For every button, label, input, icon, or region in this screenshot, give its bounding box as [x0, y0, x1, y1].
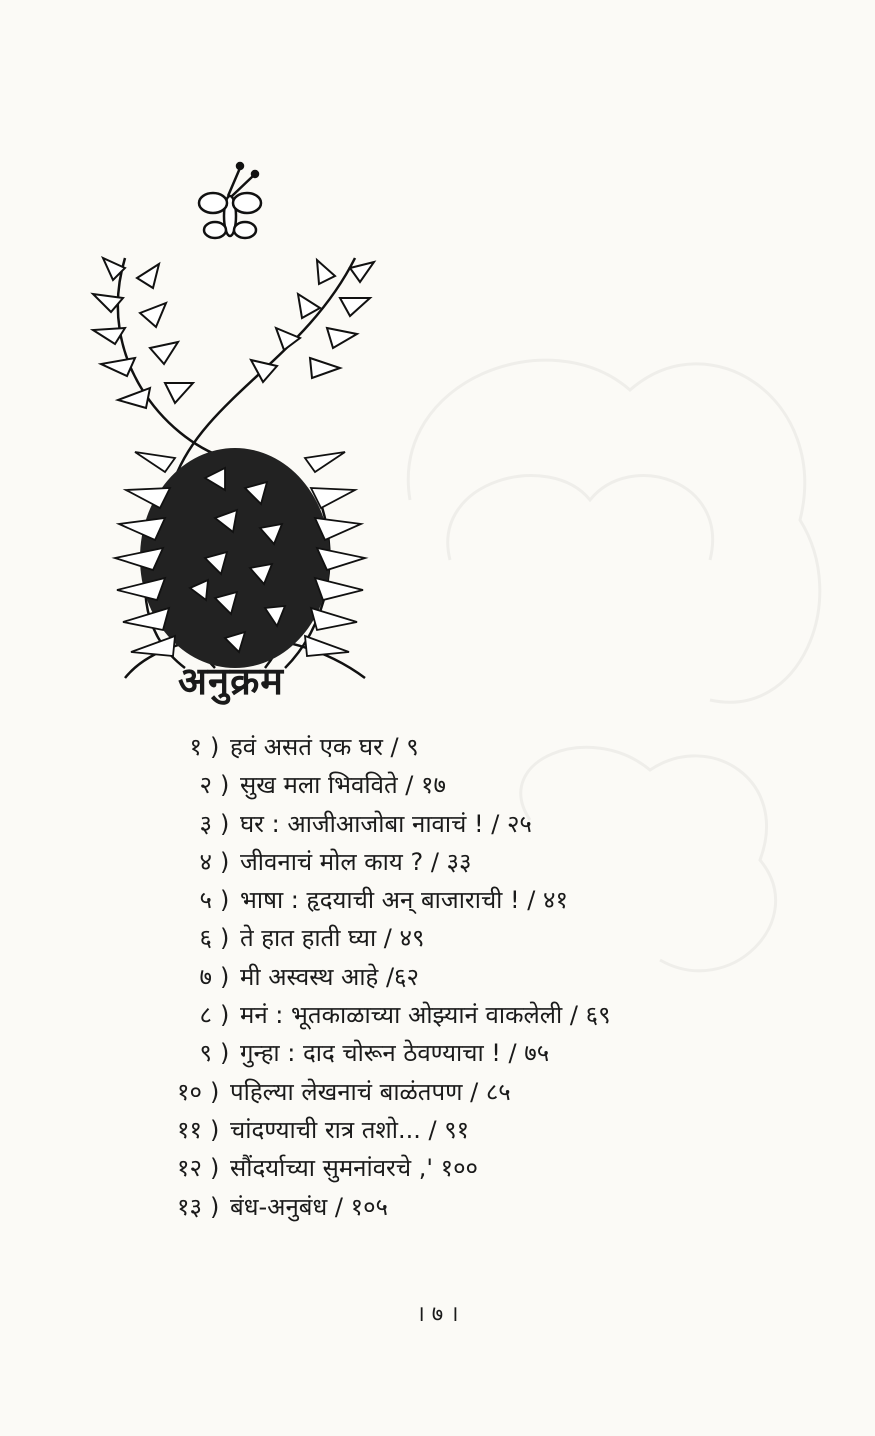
toc-item	[140, 728, 740, 766]
toc-item-page: ७५	[524, 1039, 550, 1068]
toc-item	[150, 881, 740, 919]
toc-item-paren: )	[220, 809, 230, 838]
toc-item-paren: )	[210, 733, 220, 761]
toc-item	[140, 1149, 740, 1187]
toc-item-page: ९१	[444, 1115, 470, 1144]
toc-item-page: ६२	[394, 962, 419, 991]
toc-item-separator: ,'	[411, 1154, 441, 1183]
toc-item	[150, 958, 740, 996]
toc-item-number: ५	[199, 886, 212, 915]
toc-item-page: ४९	[399, 924, 425, 953]
toc-item-number: १२	[177, 1154, 202, 1183]
toc-item-page: ३३	[446, 847, 472, 876]
toc-item-number: १३	[177, 1192, 202, 1221]
toc-item-paren: )	[220, 847, 230, 876]
toc-item-number: २	[199, 771, 212, 800]
toc-item-number: ४	[199, 847, 212, 876]
toc-item-number: १	[189, 733, 202, 761]
toc-item	[140, 1188, 740, 1226]
toc-item-paren: )	[220, 771, 230, 800]
toc-item-paren: )	[220, 924, 230, 953]
toc-item-title: सुख मला भिवविते	[240, 771, 398, 800]
toc-item-number: ८	[199, 1001, 212, 1030]
toc-item-separator: /	[483, 809, 507, 838]
toc-item-number: ११	[177, 1115, 202, 1144]
toc-item-paren: )	[220, 962, 230, 991]
toc-item-title: हवं असतं एक घर	[230, 733, 383, 761]
toc-item	[150, 805, 740, 843]
page-title: अनुक्रम	[178, 659, 285, 703]
toc-item-page: ९	[406, 733, 419, 761]
toc-item-separator: /	[376, 924, 400, 953]
toc-item	[140, 1111, 740, 1149]
toc-item-paren: )	[210, 1192, 220, 1221]
toc-item-separator: /	[327, 1192, 351, 1221]
toc-item	[150, 843, 740, 881]
toc-item-title: मी अस्वस्थ आहे	[240, 962, 379, 991]
toc-item-title: भाषा : हृदयाची अन् बाजाराची !	[240, 886, 520, 915]
toc-item-title: चांदण्याची रात्र तशो...	[230, 1115, 421, 1144]
toc-item-number: ९	[199, 1039, 212, 1068]
toc-item-paren: )	[220, 1001, 230, 1030]
toc-item-separator: /	[519, 886, 543, 915]
toc-item-page: ६९	[585, 1001, 611, 1030]
toc-item-paren: )	[210, 1115, 220, 1144]
toc-item-number: १०	[177, 1077, 202, 1106]
toc-item-paren: )	[210, 1077, 220, 1106]
toc-item	[140, 1073, 740, 1111]
butterfly-icon	[199, 163, 261, 238]
toc-item-page: २५	[506, 809, 532, 838]
toc-item-page: ८५	[485, 1077, 511, 1106]
table-of-contents	[140, 728, 740, 1226]
toc-item-separator: /	[562, 1001, 586, 1030]
toc-item-number: ६	[199, 924, 212, 953]
toc-item-page: १००	[440, 1154, 479, 1183]
toc-item-number: ७	[199, 962, 212, 991]
fern-illustration	[65, 158, 395, 698]
toc-item	[150, 766, 740, 804]
toc-item-separator: /	[423, 847, 447, 876]
toc-item	[150, 1034, 740, 1072]
toc-item-title: गुन्हा : दाद चोरून ठेवण्याचा !	[240, 1039, 501, 1068]
toc-item-separator: /	[420, 1115, 445, 1144]
toc-item-separator: /	[462, 1077, 486, 1106]
toc-item-title: जीवनाचं मोल काय ?	[240, 847, 424, 876]
toc-item-paren: )	[220, 1039, 230, 1068]
toc-item-title: पहिल्या लेखनाचं बाळंतपण	[230, 1077, 463, 1106]
toc-item-title: ते हात हाती घ्या	[240, 924, 377, 953]
toc-item-page: १७	[420, 771, 446, 800]
toc-item	[150, 919, 740, 957]
toc-item-separator: /	[397, 771, 421, 800]
toc-item-separator: /	[378, 962, 395, 991]
toc-item-paren: )	[220, 886, 230, 915]
toc-item-title: मनं : भूतकाळाच्या ओझ्यानं वाकलेली	[240, 1001, 563, 1030]
toc-item-title: सौंदर्याच्या सुमनांवरचे	[230, 1154, 412, 1183]
page-number: । ७ ।	[416, 1302, 459, 1327]
toc-item	[150, 996, 740, 1034]
toc-item-paren: )	[210, 1154, 220, 1183]
toc-item-separator: /	[382, 733, 407, 761]
toc-item-page: ४१	[543, 886, 568, 915]
toc-item-number: ३	[199, 809, 212, 838]
toc-item-title: घर : आजीआजोबा नावाचं !	[240, 809, 484, 838]
toc-item-page: १०५	[350, 1192, 389, 1221]
toc-item-title: बंध-अनुबंध	[230, 1192, 328, 1221]
toc-item-separator: /	[500, 1039, 525, 1068]
